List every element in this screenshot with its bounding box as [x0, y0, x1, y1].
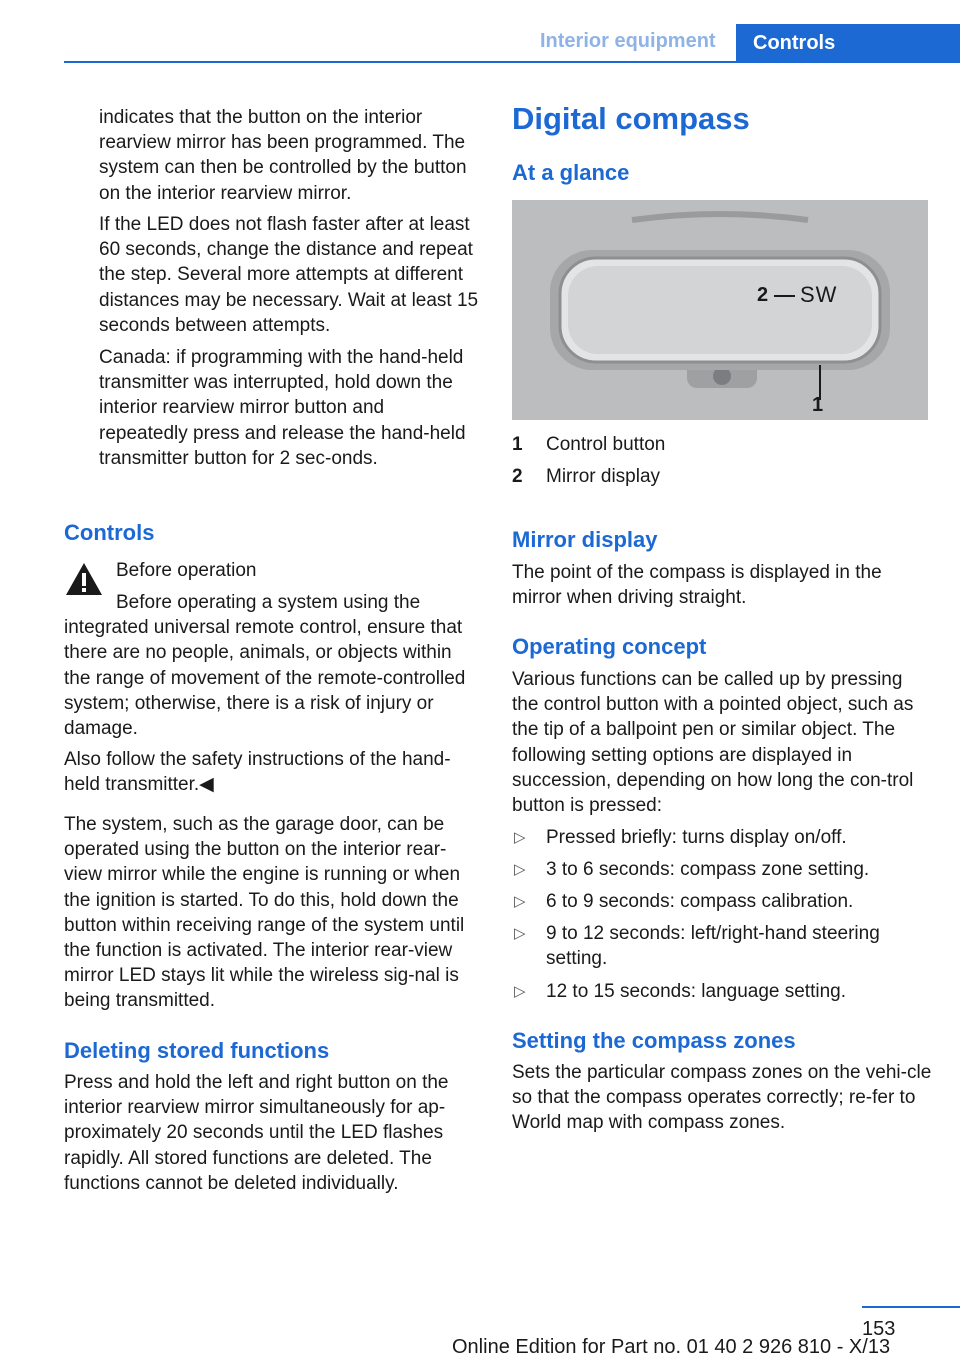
paragraph-led-not-flash: If the LED does not flash faster after at least 60 seconds, change the distance and repeat the step. Several more attempts at different distances may be necessary. Wait at least 15 seconds between attempts.	[99, 214, 479, 336]
triangle-bullet-icon: ▷	[514, 925, 526, 942]
bullet-item-1: Pressed briefly: turns display on/off.	[546, 827, 847, 848]
paragraph-programmed: indicates that the button on the interior rearview mirror has been programmed. The system can then be controlled by the button on the interior rearview mirror.	[99, 107, 467, 204]
header-active-tab[interactable]: Controls	[736, 24, 960, 62]
heading-controls: Controls	[64, 520, 155, 545]
triangle-bullet-icon: ▷	[514, 983, 526, 1000]
mirror-figure	[512, 200, 928, 420]
legend-num-2: 2	[512, 466, 523, 487]
figure-label-1: 1	[812, 394, 824, 416]
warning-text: Before operating a system using the integrated universal remote control, ensure that there are no people, animals, or objects within the range of movement of the remote-controlled system; otherwise, there is a risk of injury or damage.	[64, 592, 466, 740]
paragraph-operating-concept: Various functions can be called up by pressing the control button with a pointed object, such as the tip of a ballpoint pen or similar object. The following setting options are displayed in succession, depending on how long the con-trol button is pressed:	[512, 669, 914, 817]
footer-rule	[862, 1306, 960, 1308]
heading-deleting-stored-functions: Deleting stored functions	[64, 1038, 330, 1063]
figure-label-2: 2	[757, 284, 769, 306]
legend-text-mirror-display: Mirror display	[546, 466, 661, 487]
header-section-label: Interior equipment	[540, 30, 716, 52]
triangle-bullet-icon: ▷	[514, 829, 526, 846]
legend-text-control-button: Control button	[546, 434, 666, 455]
rearview-mirror-illustration	[512, 200, 928, 420]
heading-mirror-display: Mirror display	[512, 527, 658, 552]
warning-title: Before operation	[116, 560, 257, 581]
heading-setting-compass-zones: Setting the compass zones	[512, 1028, 796, 1053]
mirror-display-readout: SW	[800, 282, 838, 307]
paragraph-mirror-display: The point of the compass is displayed in the mirror when driving straight.	[512, 562, 882, 609]
bullet-item-4: 9 to 12 seconds: left/right-hand steering setting.	[546, 923, 880, 970]
page-number: 153	[862, 1318, 896, 1340]
heading-operating-concept: Operating concept	[512, 634, 707, 659]
legend-num-1: 1	[512, 434, 523, 455]
paragraph-deleting: Press and hold the left and right button on the interior rearview mirror simultaneously for ap-proximately 20 seconds until the LED flashes rapidly. All stored functions are deleted. The functions cannot be deleted individually.	[64, 1072, 449, 1194]
bullet-item-3: 6 to 9 seconds: compass calibration.	[546, 891, 854, 912]
heading-at-a-glance: At a glance	[512, 160, 630, 185]
triangle-bullet-icon: ▷	[514, 861, 526, 878]
paragraph-canada: Canada: if programming with the hand-held transmitter was interrupted, hold down the interior rearview mirror button and repeatedly press and release the hand-held transmitter button for 2 sec-onds.	[99, 347, 466, 469]
paragraph-system-operation: The system, such as the garage door, can be operated using the button on the interior rear-view mirror while the engine is running or when the ignition is started. To do this, hold down the button within receiving range of the system until the function is activated. The interior rear-view mirror LED stays lit while the wireless sig-nal is being transmitted.	[64, 814, 465, 1012]
heading-digital-compass: Digital compass	[512, 101, 750, 136]
warning-follow: Also follow the safety instructions of the hand-held transmitter.◀	[64, 749, 451, 796]
triangle-bullet-icon: ▷	[514, 893, 526, 910]
footer-edition: Online Edition for Part no. 01 40 2 926 810 - X/13	[452, 1336, 891, 1358]
paragraph-compass-zones: Sets the particular compass zones on the vehi-cle so that the compass operates correctly; re-fer to World map with compass zones.	[512, 1062, 932, 1134]
bullet-item-2: 3 to 6 seconds: compass zone setting.	[546, 859, 870, 880]
bullet-item-5: 12 to 15 seconds: language setting.	[546, 981, 847, 1002]
